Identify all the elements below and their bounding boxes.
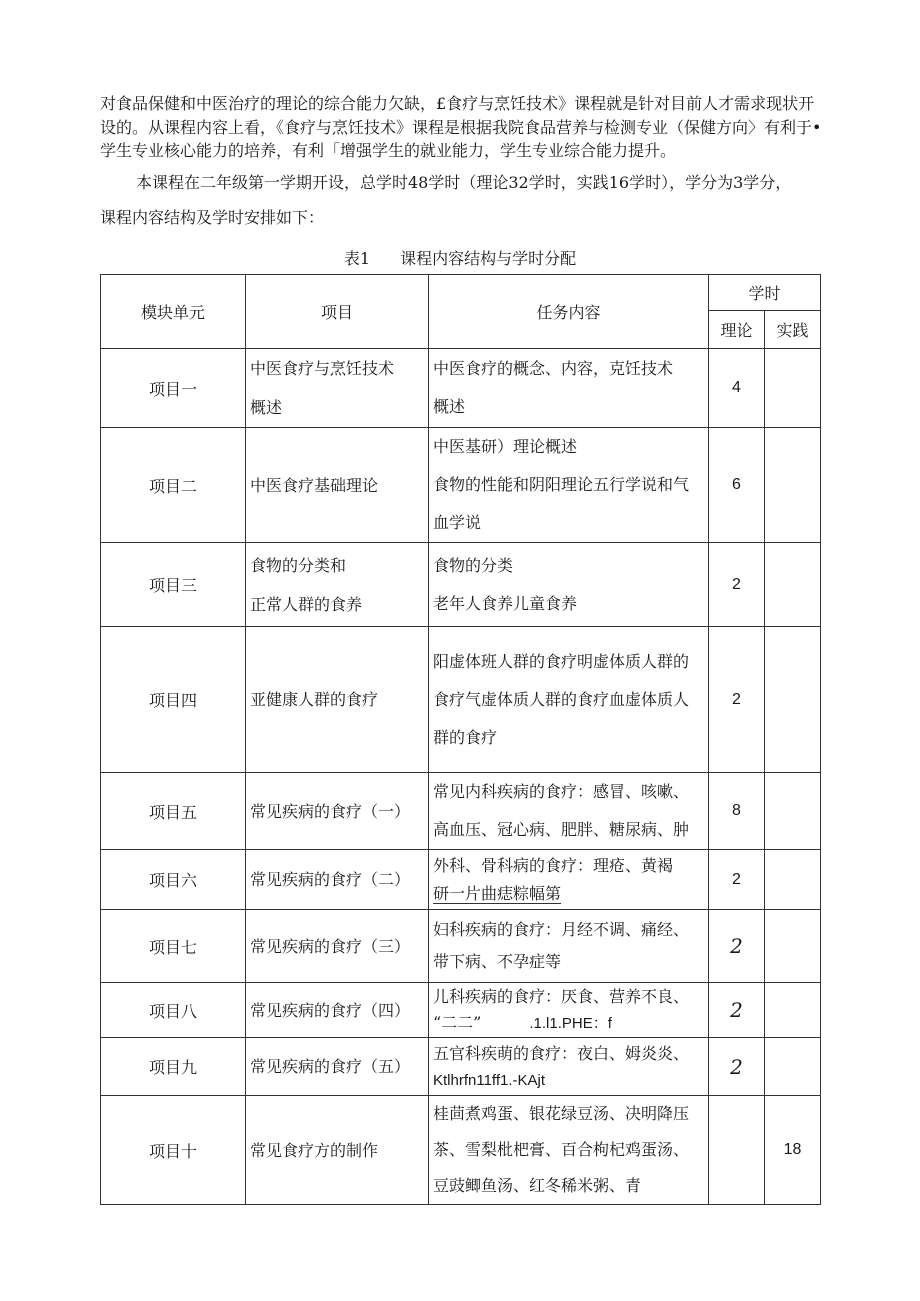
cell-task-line: 妇科疾病的食疗：月经不调、痛经、 <box>433 920 690 939</box>
cell-task-line: Ktlhrfn11ff1.-KAjt <box>433 1071 546 1089</box>
table-row <box>101 349 821 428</box>
cell-theory: 2 <box>709 910 765 983</box>
cell-project <box>246 349 429 428</box>
table-row <box>101 1096 821 1205</box>
cell-practice <box>765 543 821 627</box>
cell-task-line: 中医食疗的概念、内容，克饪技术 <box>433 359 674 378</box>
intro-paragraph-1: 对食品保健和中医治疗的理论的综合能力欠缺，£食疗与烹饪技术》课程就是针对目前人才需求现状开设的。从课程内容上看，《食疗与烹饪技术》课程是根据我院食品营养与检测专业（保健方向〉有利于•学生专业核心能力的培养，有利「增强学生的就业能力，学生专业综合能力提升。 <box>100 94 822 160</box>
cell-task <box>429 850 709 910</box>
cell-theory: 2 <box>709 1038 765 1096</box>
cell-task-line: 食物的分类 <box>433 555 514 575</box>
cell-practice <box>765 349 821 428</box>
table-row <box>101 773 821 850</box>
cell-task-line: 血学说 <box>433 513 482 532</box>
cell-module: 项目五 <box>101 773 246 850</box>
cell-task-line <box>433 880 704 908</box>
cell-module: 项目一 <box>101 349 246 428</box>
cell-module: 项目二 <box>101 428 246 543</box>
cell-task-line: 食疗气虚体质人群的食疗血虚体质人 <box>433 689 690 709</box>
cell-practice <box>765 1038 821 1096</box>
cell-task <box>429 1038 709 1096</box>
table-row <box>101 428 821 543</box>
cell-task-line: 阳虚体班人群的食疗明虚体质人群的 <box>433 651 690 671</box>
cell-practice <box>765 910 821 983</box>
intro-paragraph-2-line-1: 本课程在二年级第一学期开设，总学时48学时（理论32学时，实践16学时），学分为3学分， <box>136 173 792 192</box>
cell-theory: 2 <box>709 543 765 627</box>
cell-project-line: 概述 <box>250 398 283 417</box>
cell-project: 中医食疗基础理论 <box>246 428 429 543</box>
cell-module: 项目八 <box>101 983 246 1038</box>
intro-paragraph-2-line-2: 课程内容结构及学时安排如下： <box>100 208 325 227</box>
cell-practice <box>765 428 821 543</box>
cell-task-line: 外科、骨科病的食疗：理疮、黄褐 <box>433 855 674 875</box>
cell-task-line: 中医基研）理论概述 <box>433 437 578 456</box>
cell-theory: 2 <box>709 850 765 910</box>
cell-task-line: 五官科疾萌的食疗：夜白、姆炎炎、 <box>433 1043 690 1063</box>
cell-task-underlined: 研一片曲痣粽幅第 <box>433 883 562 903</box>
cell-practice <box>765 850 821 910</box>
table-row <box>101 543 821 627</box>
cell-task <box>429 627 709 773</box>
cell-practice <box>765 983 821 1038</box>
cell-module: 项目七 <box>101 910 246 983</box>
cell-project-line: 中医食疗与烹饪技术 <box>250 359 395 378</box>
cell-theory: 6 <box>709 428 765 543</box>
cell-task-fragment: .1.l1.PHE：f <box>529 1014 612 1032</box>
cell-theory: 2 <box>709 627 765 773</box>
table-caption-title: 课程内容结构与学时分配 <box>400 249 577 268</box>
cell-module: 项目六 <box>101 850 246 910</box>
cell-module: 项目九 <box>101 1038 246 1096</box>
cell-project: 常见疾病的食疗（一） <box>246 773 429 850</box>
cell-task <box>429 773 709 850</box>
cell-task-line: 食物的性能和阴阳理论五行学说和气 <box>433 475 690 494</box>
table-caption-number: 表1 <box>343 249 371 268</box>
cell-task <box>429 983 709 1038</box>
cell-task <box>429 428 709 543</box>
cell-project: 常见疾病的食疗（五） <box>246 1038 429 1096</box>
cell-module: 项目十 <box>101 1096 246 1205</box>
header-module: 模块单元 <box>101 275 246 349</box>
header-project: 项目 <box>246 275 429 349</box>
cell-task-line: 高血压、冠心病、肥胖、糖尿病、肿 <box>433 820 690 839</box>
table-row <box>101 627 821 773</box>
cell-theory <box>709 1096 765 1205</box>
cell-project: 常见食疗方的制作 <box>246 1096 429 1205</box>
cell-task-line: 群的食疗 <box>433 727 498 747</box>
cell-project-line: 正常人群的食养 <box>250 594 363 614</box>
cell-project: 常见疾病的食疗（四） <box>246 983 429 1038</box>
cell-project: 亚健康人群的食疗 <box>246 627 429 773</box>
cell-task-line <box>433 1010 704 1037</box>
cell-task <box>429 349 709 428</box>
header-task: 任务内容 <box>429 275 709 349</box>
cell-task-line: 儿科疾病的食疗：厌食、营养不良、 <box>433 986 690 1006</box>
cell-theory: 4 <box>709 349 765 428</box>
cell-theory: 8 <box>709 773 765 850</box>
cell-task-line: 桂茴煮鸡蛋、银花绿豆汤、决明降压 <box>433 1104 690 1123</box>
cell-task-line: 常见内科疾病的食疗：感冒、咳嗽、 <box>433 782 690 801</box>
cell-project: 常见疾病的食疗（三） <box>246 910 429 983</box>
cell-project-line: 食物的分类和 <box>250 555 347 575</box>
header-practice: 实践 <box>765 311 821 349</box>
header-theory: 理论 <box>709 311 765 349</box>
cell-task-fragment: “二二” <box>433 1012 482 1032</box>
header-hours: 学时 <box>709 275 821 311</box>
table-row <box>101 983 821 1038</box>
cell-project <box>246 543 429 627</box>
cell-module: 项目三 <box>101 543 246 627</box>
table-row <box>101 1038 821 1096</box>
cell-practice <box>765 627 821 773</box>
cell-task <box>429 910 709 983</box>
table-row <box>101 850 821 910</box>
cell-project: 常见疾病的食疗（二） <box>246 850 429 910</box>
table-row <box>101 910 821 983</box>
cell-practice: 18 <box>765 1096 821 1205</box>
cell-theory: 2 <box>709 983 765 1038</box>
cell-practice <box>765 773 821 850</box>
course-hours-table <box>100 274 821 1205</box>
cell-task-line: 老年人食养儿童食养 <box>433 593 578 613</box>
cell-task <box>429 1096 709 1205</box>
cell-task-line: 茶、雪梨枇杷膏、百合枸杞鸡蛋汤、 <box>433 1140 690 1159</box>
table-caption <box>0 249 920 269</box>
cell-task-line: 豆豉鲫鱼汤、红冬稀米粥、青 <box>433 1176 642 1195</box>
cell-task <box>429 543 709 627</box>
cell-module: 项目四 <box>101 627 246 773</box>
cell-task-line: 带下病、不孕症等 <box>433 952 562 971</box>
cell-task-line: 概述 <box>433 397 466 416</box>
